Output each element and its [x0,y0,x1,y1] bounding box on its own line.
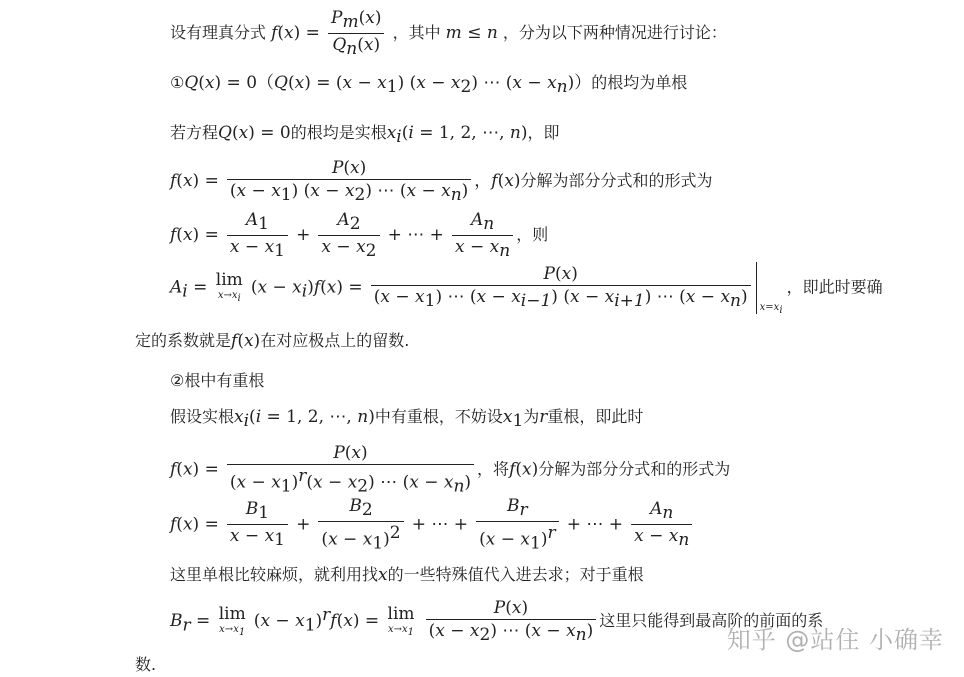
fraction-pm-qn: $\frac{P_m(x)}{Q_n(x)}$ [328,8,384,59]
para3-text-d: 重根，即此时 [547,407,644,426]
equation-4-prefix: ，将 [477,459,510,479]
case1-heading-tail: 的根均为单根 [591,73,688,92]
intro-text-b: ，其中 [392,23,441,43]
intro-line: 设有理真分式 f(x) = $\frac{P_m(x)}{Q_n(x)}$ ，其中 m ≤ n ，分为以下两种情况进行讨论： [170,8,727,60]
equation-1: f(x) = $\frac{P(x)}{(x - x_1) (x - x_2) \cdots (x - x_n)}$ ，f(x)分解为部分分式和的形式为 [170,158,713,206]
equation-3: $A_i$ = lim $x\to x_i$ $(x - x_i)f(x)$ = $\frac{P(x)}{(x - x_1) \cdots (x - x_{i-1}) (x - x_{i+1}) \cdots (x - x_n)}$ $x=x_i$ ，即此时要确 [170,262,883,314]
equation-4: f(x) = $\frac{P(x)}{(x - x_1)^r(x - x_2) \cdots (x - x_n)}$ ，将f(x)分解为部分分式和的形式为 [170,443,731,497]
para4-text-b: 的一些特殊值代入进去求；对于重根 [387,565,644,584]
last-line-text: 数. [135,655,157,674]
intro-text-c: ，分为以下两种情况进行讨论： [502,23,727,43]
zhihu-watermark: 知乎 @站住 小确幸 [726,626,944,654]
para4-text: 这里单根比较麻烦，就利用找 [170,565,379,584]
para3-text-a: 假设实根 [170,407,235,426]
case2-heading-text: ②根中有重根 [170,371,265,390]
equation-4-tail: 分解为部分分式和的形式为 [538,459,731,479]
case2-heading [170,368,264,391]
equation-6-tail: 这里只能得到最高阶的前面的系 [599,611,824,631]
para1-text-c: ，即 [527,123,560,142]
para2-tail: 在对应极点上的留数. [260,331,410,350]
equation-2: f(x) = $\frac{A_1}{x - x_1}$ + $\frac{A_2}{x - x_2}$ + ⋯ + $\frac{A_n}{x - x_n}$ ，则 [170,210,549,262]
para3-line: 假设实根$x_i(i = 1$, 2, ⋯, n)中有重根，不妨设$x_1$为r重根，即此时 [170,407,644,432]
intro-text-a: 设有理真分式 [170,23,267,43]
equation-1-tail: 分解为部分分式和的形式为 [520,171,713,191]
para1-line: 若方程Q(x) = 0的根均是实根$x_i(i = 1$, 2, ⋯, n)，即 [170,123,560,148]
para2-line: 定的系数就是f(x)在对应极点上的留数. [135,331,410,351]
case1-mark: ① [170,73,185,92]
last-line [135,652,156,675]
para4-line: 这里单根比较麻烦，就利用找x的一些特殊值代入进去求；对于重根 [170,565,644,585]
equation-2-tail: ，则 [516,225,549,245]
equation-6: $B_r$ = lim $x\to x_1$ $(x - x_1)^rf(x)$ = lim $x\to x_1$ $\frac{P(x)}{(x - x_2) \cdots (x - x_n)}$ 这里只能得到最高阶的前面的系 [170,598,824,646]
para2-text: 定的系数就是 [135,331,232,350]
para3-text-c: 为 [523,407,540,426]
para1-text-b: 的根均是实根 [290,123,387,142]
equation-5: f(x) = $\frac{B_1}{x - x_1}$ + $\frac{B_2}{(x - x_1)^2}$ + ⋯ + $\frac{B_r}{(x - x_1)^r}$ + ⋯ + $\frac{A_n}{x - x_n}$ [170,496,695,554]
equation-3-tail: ，即此时要确 [786,277,883,297]
case1-heading: ①Q(x) = $0(Q(x) = (x - x_1)$ $(x - x_2)$ ⋯ $(x - x_n)$）的根均为单根 [170,73,688,98]
para1-text-a: 若方程 [170,123,219,142]
para3-text-b: 中有重根，不妨设 [374,407,503,426]
